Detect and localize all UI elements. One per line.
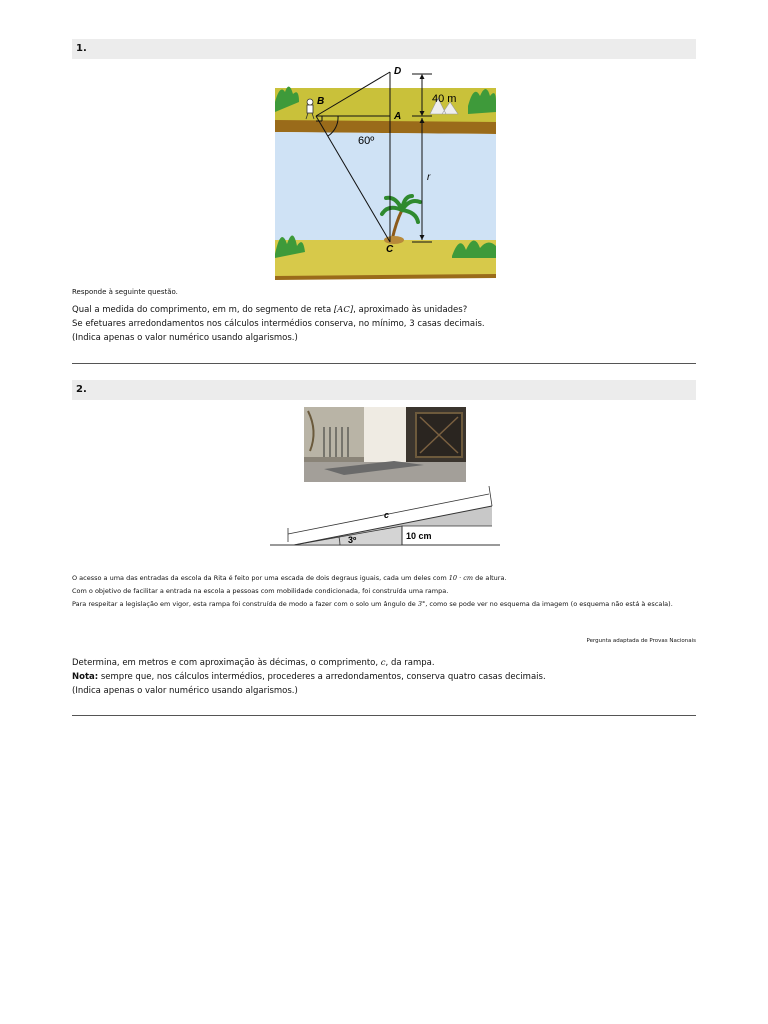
question-1-instruction: (Indica apenas o valor numérico usando algarismos.) (72, 333, 298, 343)
height-label: 40 m (432, 93, 457, 105)
question-2-question: Determina, em metros e com aproximação às décimas, o comprimento, c, da rampa. (72, 658, 435, 668)
question-2-source: Pergunta adaptada de Provas Nacionais (586, 638, 696, 644)
point-c-label: C (386, 244, 394, 255)
point-d-label: D (394, 66, 402, 77)
angle-label: 60º (358, 135, 375, 147)
question-2-body (72, 656, 696, 698)
separator (72, 715, 696, 716)
r-label: r (427, 172, 431, 183)
ramp-diagram (270, 484, 500, 550)
context-line-3: Para respeitar a legislação em vigor, esta rampa foi construída de modo a fazer com o solo um ângulo de 3°, como se pode ver no esquema da imagem (o esquema não está à escala). (72, 600, 673, 608)
question-1-prompt: Responde à seguinte questão. (72, 288, 178, 296)
step-height-label: 10 cm (406, 531, 432, 541)
question-2-context (72, 572, 696, 611)
question-2-header (72, 380, 696, 400)
point-a-label: A (394, 111, 402, 122)
question-2-number: 2. (76, 384, 87, 395)
bank-edge (275, 120, 496, 134)
question-2-instruction: (Indica apenas o valor numérico usando algarismos.) (72, 686, 298, 696)
question-1-number: 1. (76, 43, 87, 54)
context-line-2: Com o objetivo de facilitar a entrada na escola a pessoas com mobilidade condicionada, foi construída uma rampa. (72, 587, 449, 595)
school-entrance-photo (304, 407, 466, 482)
point-b-label: B (317, 96, 325, 107)
river (275, 132, 496, 242)
ramp-c-label: c (384, 510, 390, 520)
separator (72, 363, 696, 364)
ramp-angle-label: 3º (348, 535, 357, 545)
context-line-1: O acesso a uma das entradas da escola da Rita é feito por uma escada de dois degraus iguais, cada um deles com 10 · cm de altura. (72, 574, 507, 582)
question-2-note: Nota: sempre que, nos cálculos intermédios, procederes a arredondamentos, conserva quatro casas decimais. (72, 672, 546, 682)
question-1-question: Qual a medida do comprimento, em m, do segmento de reta [AC], aproximado às unidades? (72, 305, 468, 315)
question-1-header (72, 39, 696, 59)
question-1-body (72, 303, 696, 345)
question-1-rounding-note: Se efetuares arredondamentos nos cálculos intermédios conserva, no mínimo, 3 casas decimais. (72, 319, 485, 329)
river-diagram (272, 62, 498, 280)
